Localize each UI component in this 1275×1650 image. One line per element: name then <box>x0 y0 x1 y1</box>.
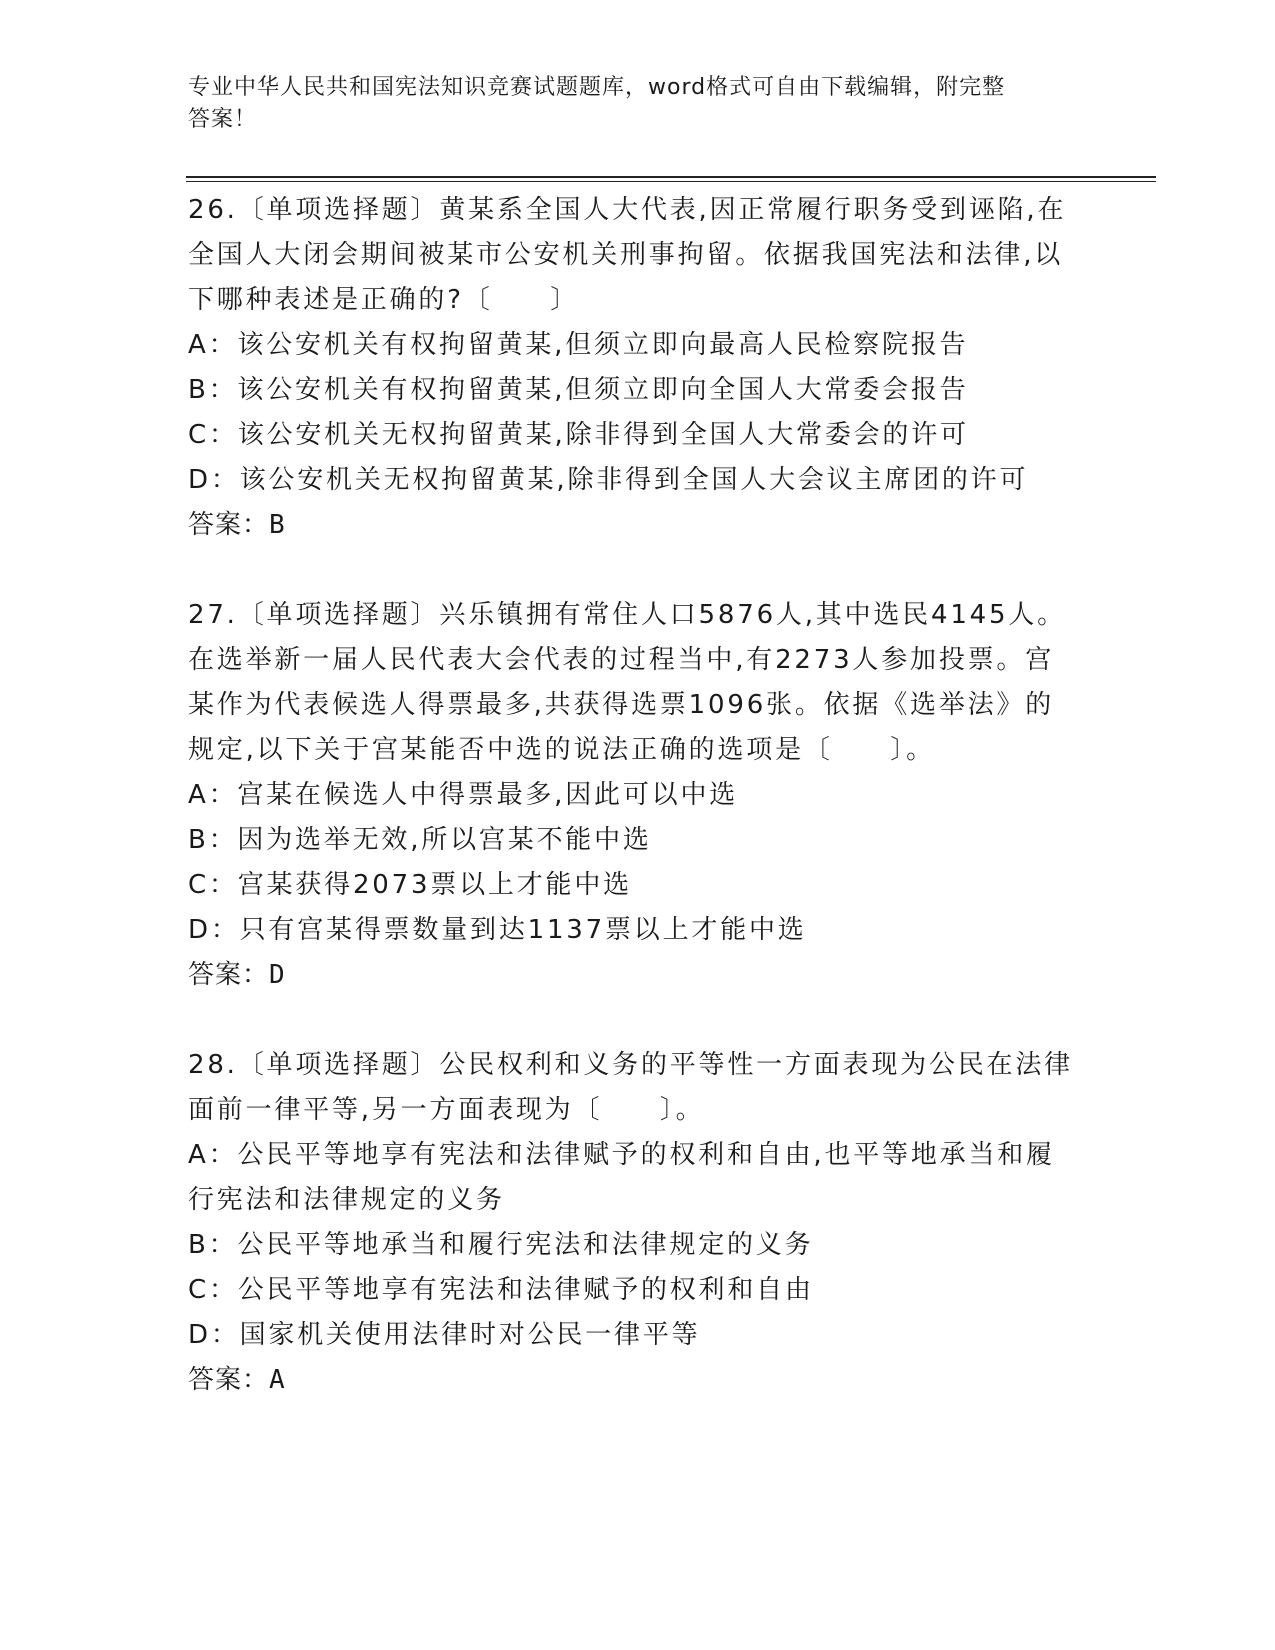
answer-label: 答案： <box>188 1365 270 1395</box>
question-stem <box>188 188 1088 323</box>
answer-line <box>188 1358 1088 1403</box>
stem-line: 26.〔单项选择题〕黄某系全国人大代表,因正常履行职务受到诬陷,在 <box>188 195 1067 225</box>
option-a: A：宫某在候选人中得票最多,因此可以中选 <box>188 780 739 810</box>
option-a: A：公民平等地享有宪法和法律赋予的权利和自由,也平等地承当和履 <box>188 1140 1055 1170</box>
stem-line: 全国人大闭会期间被某市公安机关刑事拘留。依据我国宪法和法律,以 <box>188 240 1064 270</box>
header-divider-thin <box>186 181 1156 182</box>
option-d: D：国家机关使用法律时对公民一律平等 <box>188 1320 701 1350</box>
option-b: B：因为选举无效,所以宫某不能中选 <box>188 825 652 855</box>
question-28 <box>188 1043 1088 1403</box>
answer-value: D <box>269 960 285 990</box>
header-line-2: 答案！ <box>188 107 258 132</box>
option-d: D：该公安机关无权拘留黄某,除非得到全国人大会议主席团的许可 <box>188 465 1029 495</box>
answer-label: 答案： <box>188 510 270 540</box>
stem-line: 面前一律平等,另一方面表现为〔 〕。 <box>188 1095 705 1125</box>
option-b: B：公民平等地承当和履行宪法和法律规定的义务 <box>188 1230 814 1260</box>
stem-line: 在选举新一届人民代表大会代表的过程当中,有2273人参加投票。宫 <box>188 645 1055 675</box>
answer-line <box>188 503 1088 548</box>
answer-value: A <box>269 1365 285 1395</box>
option-a-continued: 行宪法和法律规定的义务 <box>188 1185 505 1215</box>
question-27 <box>188 593 1088 998</box>
header-divider-thick <box>186 176 1156 178</box>
option-d: D：只有宫某得票数量到达1137票以上才能中选 <box>188 915 807 945</box>
question-26 <box>188 188 1088 548</box>
question-stem <box>188 1043 1088 1133</box>
answer-line <box>188 953 1088 998</box>
stem-line: 27.〔单项选择题〕兴乐镇拥有常住人口5876人,其中选民4145人。 <box>188 600 1066 630</box>
option-c: C：宫某获得2073票以上才能中选 <box>188 870 632 900</box>
option-b: B：该公安机关有权拘留黄某,但须立即向全国人大常委会报告 <box>188 375 969 405</box>
question-stem <box>188 593 1088 773</box>
document-header <box>188 72 1068 136</box>
answer-label: 答案： <box>188 960 270 990</box>
header-line-1: 专业中华人民共和国宪法知识竞赛试题题库，word格式可自由下载编辑，附完整 <box>188 75 1006 100</box>
stem-line: 某作为代表候选人得票最多,共获得选票1096张。依据《选举法》的 <box>188 690 1055 720</box>
stem-line: 下哪种表述是正确的?〔 〕 <box>188 285 580 315</box>
stem-line: 28.〔单项选择题〕公民权利和义务的平等性一方面表现为公民在法律 <box>188 1050 1073 1080</box>
option-a: A：该公安机关有权拘留黄某,但须立即向最高人民检察院报告 <box>188 330 969 360</box>
option-c: C：该公安机关无权拘留黄某,除非得到全国人大常委会的许可 <box>188 420 969 450</box>
option-c: C：公民平等地享有宪法和法律赋予的权利和自由 <box>188 1275 814 1305</box>
question-list <box>188 188 1088 1448</box>
answer-value: B <box>269 510 285 540</box>
stem-line: 规定,以下关于宫某能否中选的说法正确的选项是〔 〕。 <box>188 735 935 765</box>
